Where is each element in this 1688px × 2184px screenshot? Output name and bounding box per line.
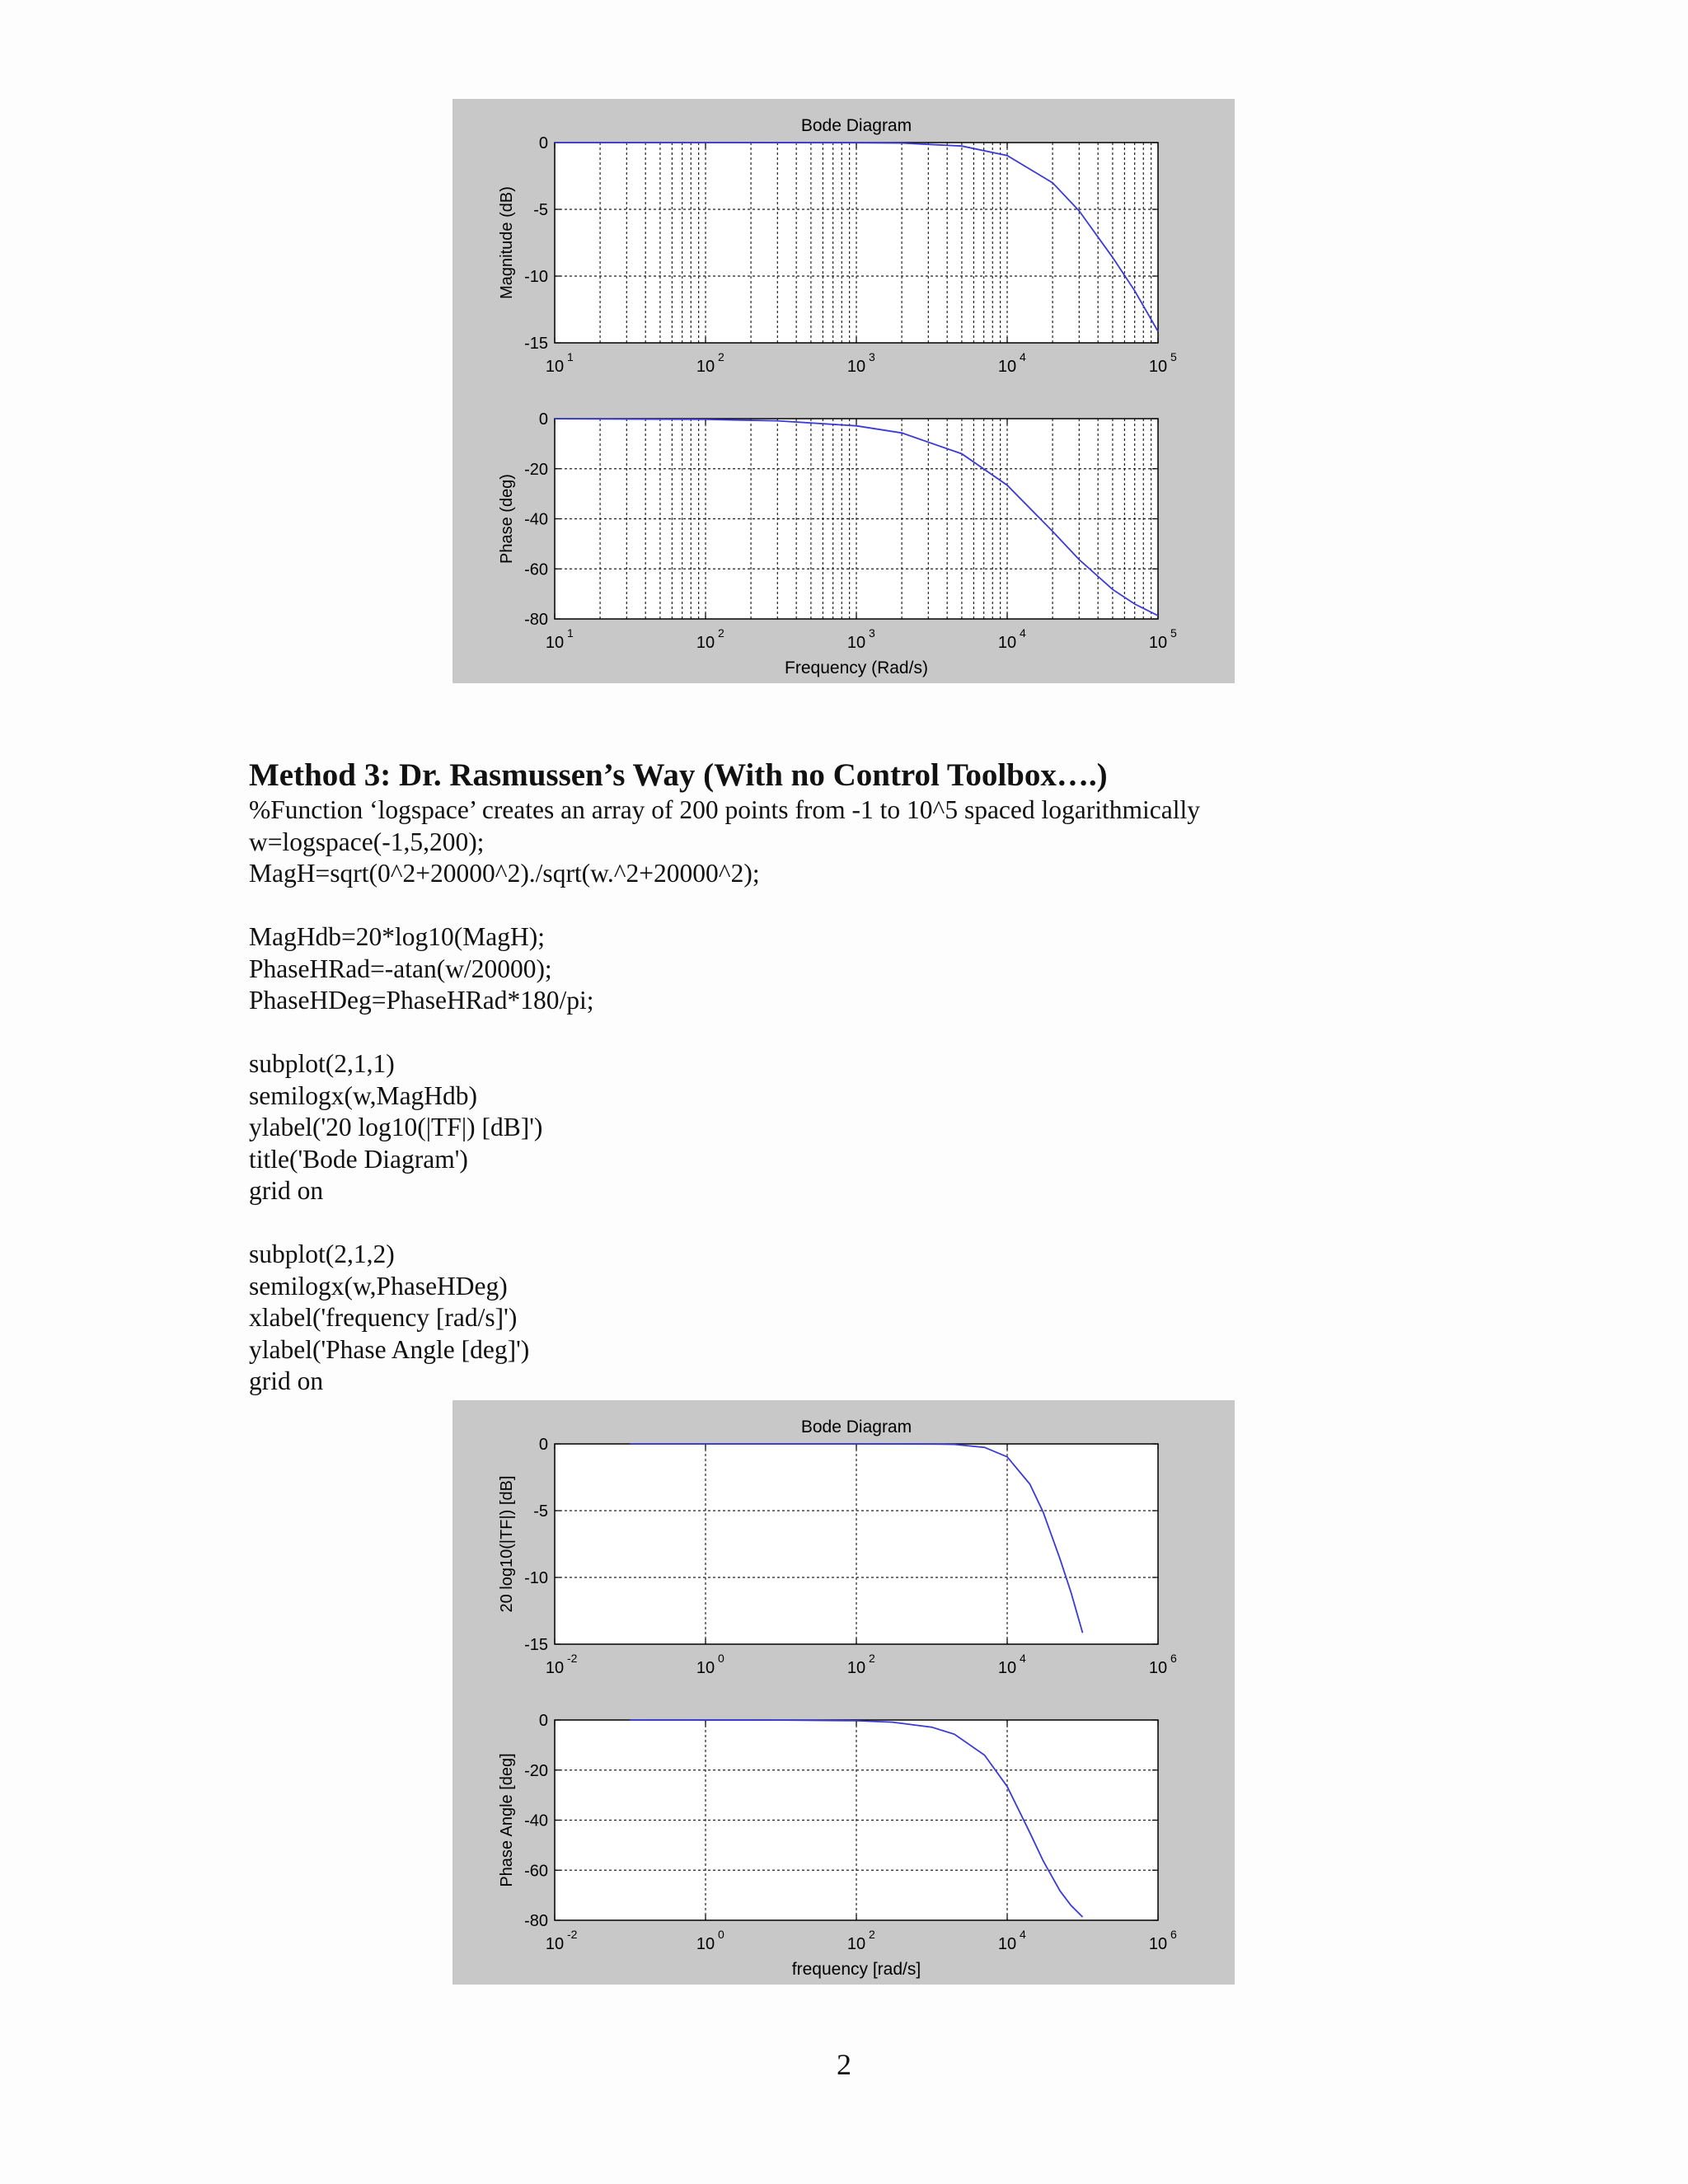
x-axis-label: Frequency (Rad/s)	[785, 658, 928, 677]
x-axis-label: frequency [rad/s]	[791, 1960, 921, 1979]
x-tick-label: 10	[545, 634, 565, 652]
y-tick-label: -10	[524, 1569, 548, 1587]
y-tick-label: 0	[538, 1436, 548, 1454]
y-tick-label: -10	[524, 268, 548, 286]
bode-figure-2	[452, 1400, 1235, 1985]
panel-magnitude	[498, 134, 1177, 376]
x-tick-exponent: 2	[718, 350, 724, 363]
y-tick-label: -5	[533, 201, 548, 219]
x-tick-exponent: 1	[567, 350, 574, 363]
code-line: ylabel('Phase Angle [deg]')	[249, 1334, 530, 1364]
x-tick-exponent: -2	[567, 1928, 578, 1941]
code-line: w=logspace(-1,5,200);	[249, 827, 485, 856]
code-blank-line	[249, 1207, 1200, 1240]
x-tick-exponent: 2	[869, 1652, 875, 1665]
x-tick-label: 10	[1148, 1935, 1168, 1953]
page-number: 2	[837, 2048, 851, 2081]
y-tick-label: -60	[524, 560, 548, 579]
code-line: subplot(2,1,2)	[249, 1240, 395, 1268]
x-tick-label: 10	[1148, 1659, 1168, 1677]
code-line: semilogx(w,MagHdb)	[249, 1080, 478, 1110]
code-line: grid on	[249, 1176, 324, 1205]
panel-phase	[498, 410, 1177, 677]
x-tick-exponent: 4	[1020, 1652, 1026, 1665]
x-tick-exponent: 2	[718, 626, 724, 640]
code-line: semilogx(w,PhaseHDeg)	[249, 1271, 508, 1301]
code-line: MagHdb=20*log10(MagH);	[249, 922, 545, 951]
y-tick-label: 0	[538, 410, 548, 429]
matlab-code-block	[249, 794, 1200, 1398]
y-axis-label: Phase Angle [deg]	[498, 1753, 516, 1887]
y-axis-label: Magnitude (dB)	[498, 186, 516, 299]
panel-phase	[498, 1712, 1177, 1979]
y-tick-label: 0	[538, 134, 548, 152]
x-tick-label: 10	[846, 358, 866, 376]
x-tick-label: 10	[545, 358, 565, 376]
x-tick-exponent: 0	[718, 1652, 724, 1665]
x-tick-label: 10	[545, 1935, 565, 1953]
y-tick-label: 0	[538, 1712, 548, 1730]
y-tick-label: -60	[524, 1862, 548, 1881]
x-tick-exponent: 5	[1170, 626, 1177, 640]
x-tick-exponent: 1	[567, 626, 574, 640]
x-tick-exponent: 2	[869, 1928, 875, 1941]
x-tick-exponent: 4	[1020, 350, 1026, 363]
bode-chart-1	[452, 99, 1235, 683]
x-tick-label: 10	[545, 1659, 565, 1677]
x-tick-exponent: 4	[1020, 626, 1026, 640]
code-line: MagH=sqrt(0^2+20000^2)./sqrt(w.^2+20000^2);	[249, 859, 760, 888]
code-blank-line	[249, 890, 1200, 922]
x-tick-label: 10	[997, 1935, 1017, 1953]
y-tick-label: -40	[524, 1811, 548, 1830]
x-tick-label: 10	[696, 634, 715, 652]
section-heading: Method 3: Dr. Rasmussen’s Way (With no Control Toolbox….)	[249, 757, 1108, 793]
x-tick-exponent: 5	[1170, 350, 1177, 363]
x-tick-label: 10	[846, 1659, 866, 1677]
code-line: xlabel('frequency [rad/s]')	[249, 1303, 518, 1332]
x-tick-exponent: -2	[567, 1652, 578, 1665]
y-tick-label: -15	[524, 1636, 548, 1654]
panel-magnitude	[498, 1436, 1177, 1677]
bode-chart-2	[452, 1400, 1235, 1985]
y-tick-label: -20	[524, 1761, 548, 1780]
x-tick-label: 10	[696, 1935, 715, 1953]
x-tick-label: 10	[846, 634, 866, 652]
x-tick-label: 10	[997, 358, 1017, 376]
y-tick-label: -20	[524, 460, 548, 479]
x-tick-exponent: 6	[1170, 1928, 1177, 1941]
x-tick-label: 10	[997, 634, 1017, 652]
x-tick-label: 10	[1148, 634, 1168, 652]
code-line: PhaseHDeg=PhaseHRad*180/pi;	[249, 986, 594, 1015]
code-line: PhaseHRad=-atan(w/20000);	[249, 954, 552, 983]
x-tick-label: 10	[696, 358, 715, 376]
x-tick-exponent: 4	[1020, 1928, 1026, 1941]
x-tick-label: 10	[1148, 358, 1168, 376]
y-tick-label: -80	[524, 611, 548, 629]
code-line: subplot(2,1,1)	[249, 1049, 395, 1078]
y-tick-label: -80	[524, 1912, 548, 1930]
chart-title: Bode Diagram	[800, 116, 912, 135]
x-tick-label: 10	[846, 1935, 866, 1953]
y-tick-label: -40	[524, 510, 548, 529]
y-axis-label: Phase (deg)	[498, 474, 516, 564]
x-tick-label: 10	[997, 1659, 1017, 1677]
y-tick-label: -5	[533, 1502, 548, 1521]
y-axis-label: 20 log10(|TF|) [dB]	[498, 1475, 516, 1613]
code-line: grid on	[249, 1366, 324, 1395]
x-tick-exponent: 3	[869, 350, 875, 363]
x-tick-exponent: 3	[869, 626, 875, 640]
bode-figure-1	[452, 99, 1235, 683]
code-blank-line	[249, 1017, 1200, 1049]
code-line: %Function ‘logspace’ creates an array of 200 points from -1 to 10^5 spaced logarithmically	[249, 795, 1200, 824]
x-tick-exponent: 0	[718, 1928, 724, 1941]
code-line: ylabel('20 log10(|TF|) [dB]')	[249, 1113, 543, 1141]
y-tick-label: -15	[524, 335, 548, 353]
x-tick-label: 10	[696, 1659, 715, 1677]
x-tick-exponent: 6	[1170, 1652, 1177, 1665]
chart-title: Bode Diagram	[800, 1418, 912, 1436]
code-line: title('Bode Diagram')	[249, 1144, 468, 1174]
